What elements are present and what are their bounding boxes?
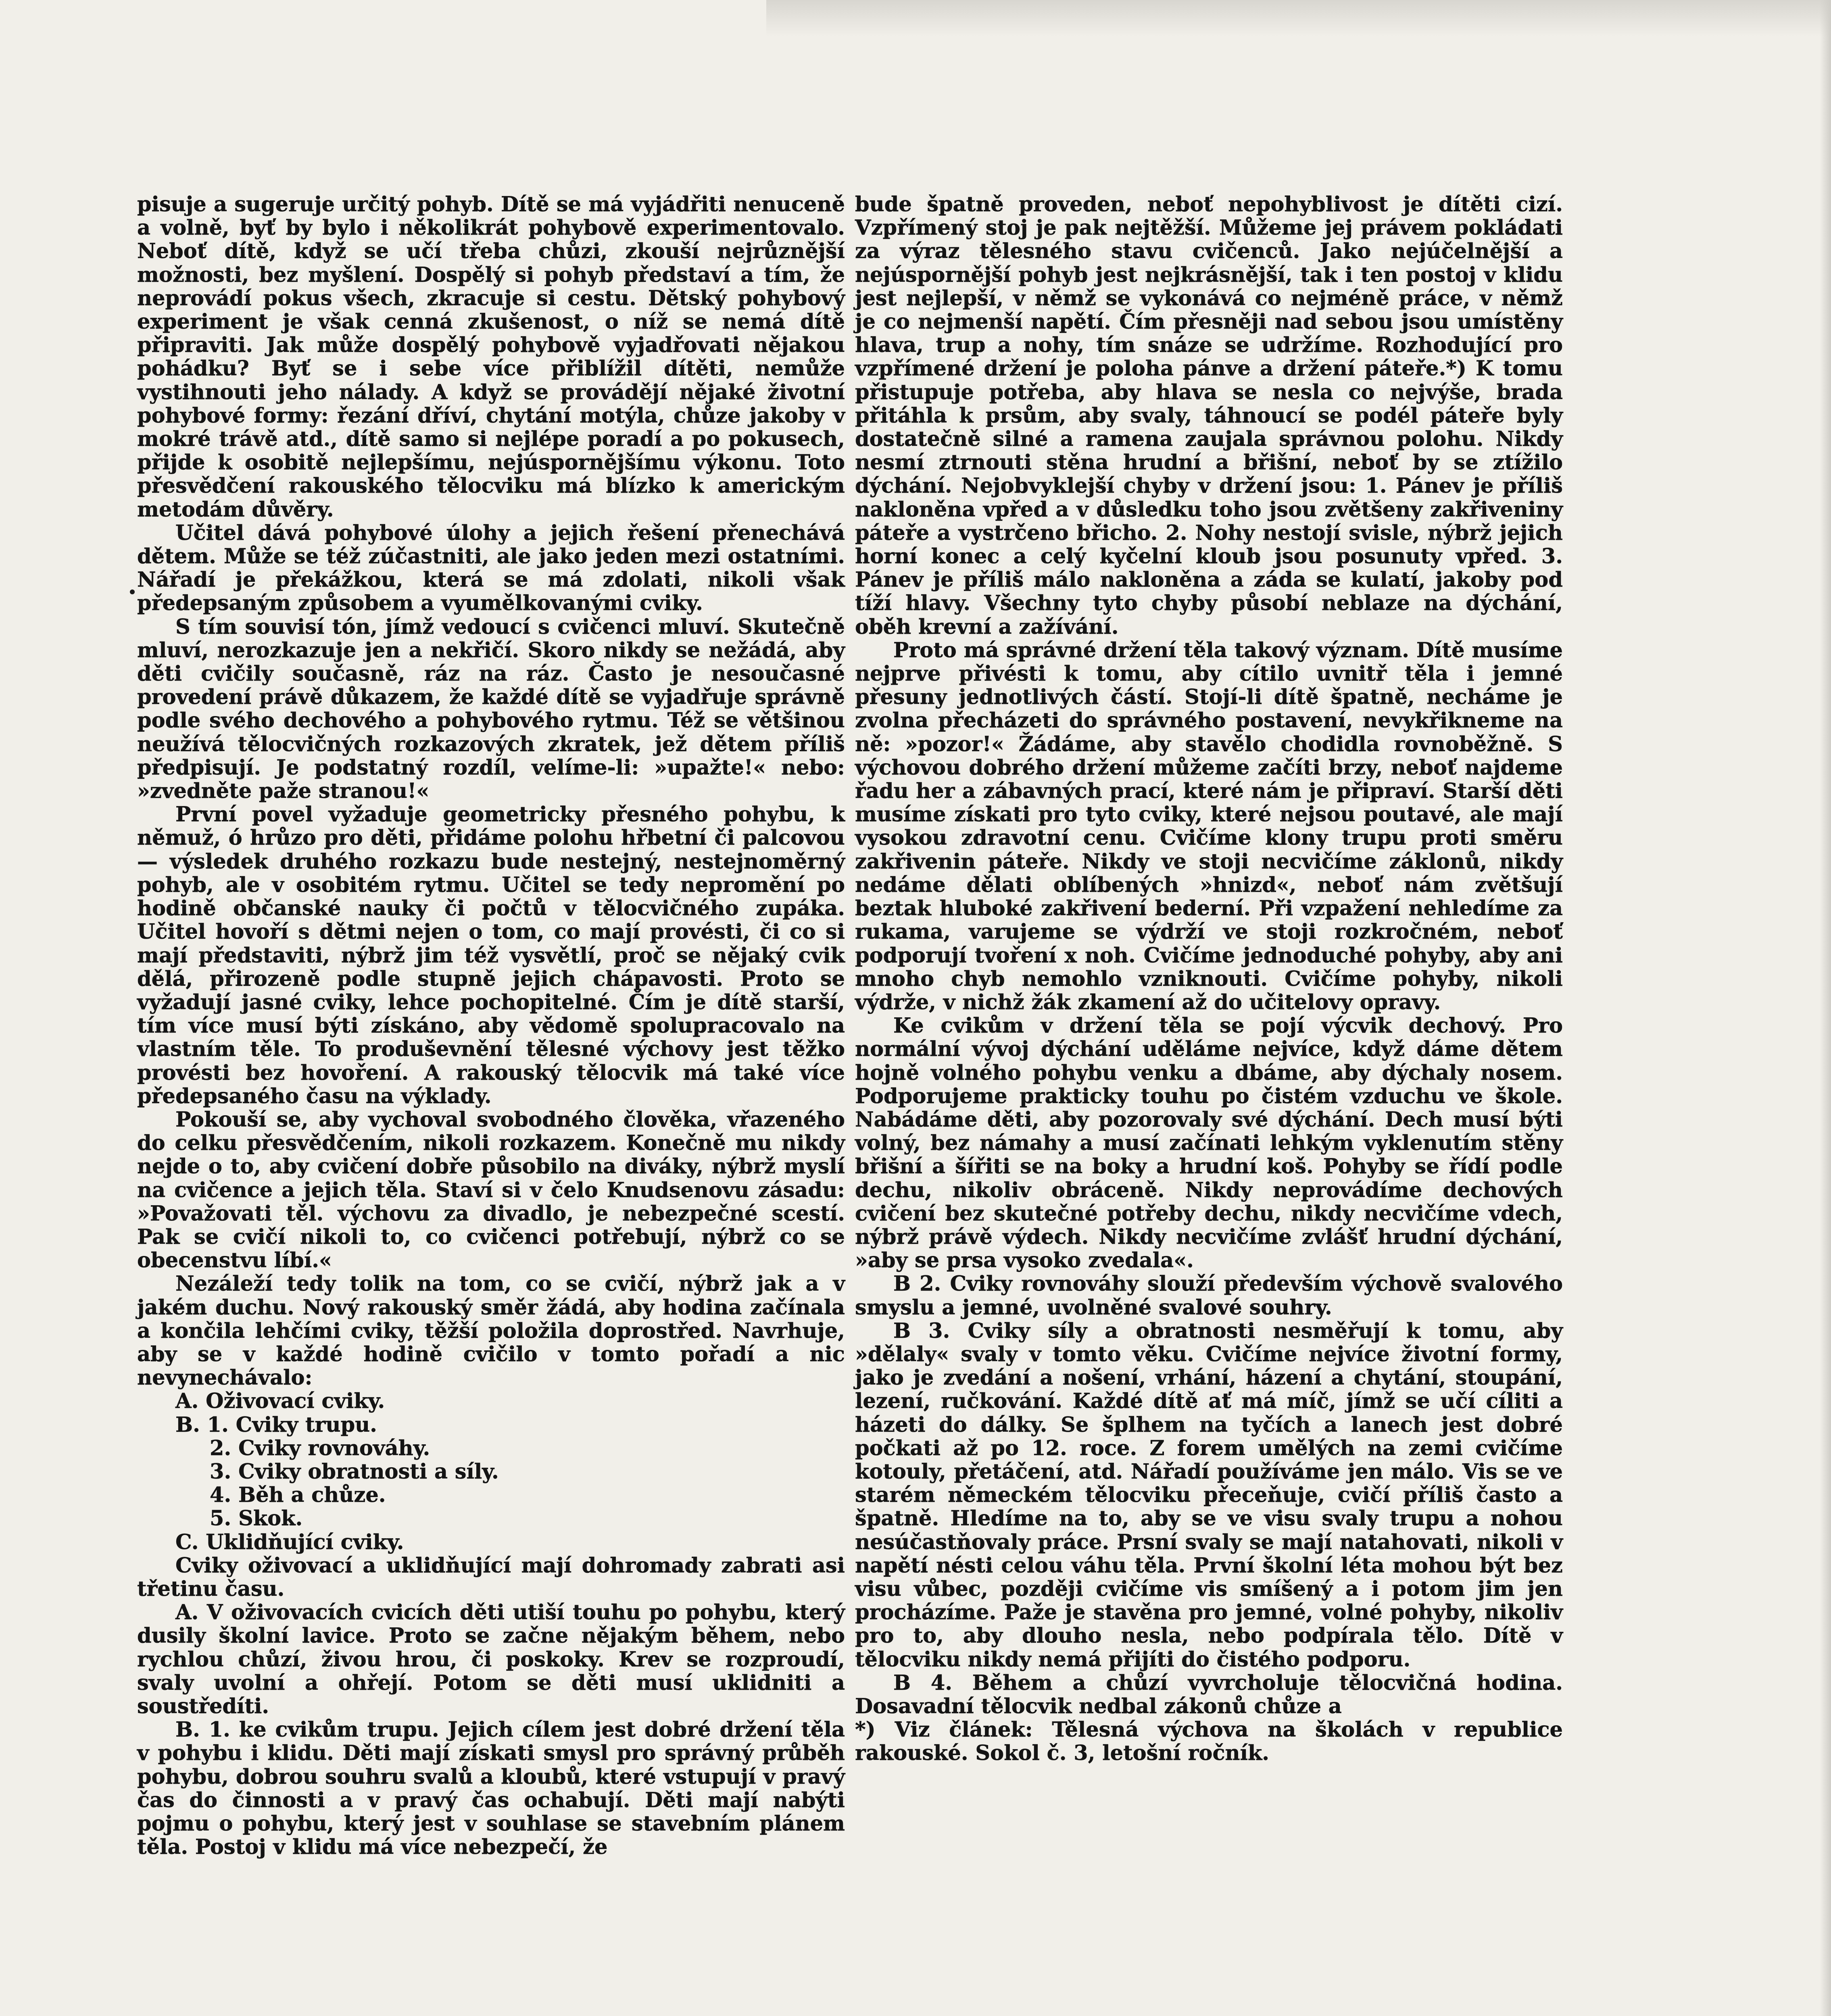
paragraph: Ke cvikům v držení těla se pojí výcvik dechový. Pro normální vývoj dýchání uděláme nejvíce, když dáme dětem hojně volného pohybu venku a dbáme, aby dýchaly nosem. Podporujeme prakticky touhu po čistém vzduchu ve škole. Nabádáme děti, aby pozorovaly své dýchání. Dech musí býti volný, bez námahy a musí začínati lehkým vyklenutím stěny břišní a šířiti se na boky a hrudní koš. Pohyby se řídí podle dechu, nikoliv obráceně. Nikdy neprovádíme dechových cvičení bez skutečné potřeby dechu, nikdy necvičíme vdech, nýbrž právě výdech. Nikdy necvičíme zvlášť hrudní dýchání, »aby se prsa vysoko zvedala«. — [855, 1014, 1563, 1273]
paragraph: Učitel dává pohybové úlohy a jejich řešení přenechává dětem. Může se též zúčastniti, ale jako jeden mezi ostatními. Nářadí je překážkou, která se má zdolati, nikoli však předepsaným způsobem a vyumělkovanými cviky. — [137, 521, 845, 616]
paragraph: B. 1. ke cvikům trupu. Jejich cílem jest dobré držení těla v pohybu i klidu. Děti mají získati smysl pro správný průběh pohybu, dobrou souhru svalů a kloubů, které vstupují v pravý čas do činnosti a v pravý čas ochabují. Děti mají nabýti pojmu o pohybu, který jest v souhlase se stavebním plánem těla. Postoj v klidu má více nebezpečí, že — [137, 1718, 845, 1860]
outline-item: A. Oživovací cviky. — [175, 1389, 385, 1414]
outline-item: C. Uklidňující cviky. — [175, 1530, 404, 1554]
paragraph: Nezáleží tedy tolik na tom, co se cvičí, nýbrž jak a v jakém duchu. Nový rakouský směr žádá, aby hodina začínala a končila lehčími cviky, těžší položila doprostřed. Navrhuje, aby se v každé hodině cvičilo v tomto pořadí a nic nevynechávalo: — [137, 1272, 845, 1390]
right-text-column — [855, 193, 1563, 1765]
scan-speck — [130, 589, 135, 594]
exercise-outline — [137, 1389, 845, 1554]
paragraph: Pokouší se, aby vychoval svobodného člověka, vřazeného do celku přesvědčením, nikoli rozkazem. Konečně mu nikdy nejde o to, aby cvičení dobře působilo na diváky, nýbrž myslí na cvičence a jejich těla. Staví si v čelo Knudsenovu zásadu: »Považovati těl. výchovu za divadlo, je nebezpečné scestí. Pak se cvičí nikoli to, co cvičenci potřebují, nýbrž co se obecenstvu líbí.« — [137, 1107, 845, 1273]
paragraph: A. V oživovacích cvicích děti utiší touhu po pohybu, který dusily školní lavice. Proto se začne nějakým během, nebo rychlou chůzí, živou hrou, či poskoky. Krev se rozproudí, svaly uvolní a ohřejí. Potom se děti musí uklidniti a soustředíti. — [137, 1600, 845, 1718]
outline-item: B. 1. Cviky trupu. — [175, 1412, 377, 1437]
scan-shadow-right — [1820, 0, 1831, 2016]
paragraph: pisuje a sugeruje určitý pohyb. Dítě se má vyjádřiti nenuceně a volně, byť by bylo i několikrát pohybově experimentovalo. Neboť dítě, když se učí třeba chůzi, zkouší nejrůznější možnosti, bez myšlení. Dospělý si pohyb představí a tím, že neprovádí pokus všech, zkracuje si cestu. Dětský pohybový experiment je však cenná zkušenost, o níž se nemá dítě připraviti. Jak může dospělý pohybově vyjadřovati nějakou pohádku? Byť se i sebe více přiblížil dítěti, nemůže vystihnouti jeho nálady. A když se provádějí nějaké životní pohybové formy: řezání dříví, chytání motýla, chůze jakoby v mokré trávě atd., dítě samo si nejlépe poradí a po pokusech, přijde k osobitě nejlepšímu, nejúspornějšímu výkonu. Toto přesvědčení rakouského tělocviku má blízko k americkým metodám důvěry. — [137, 192, 845, 522]
outline-item: 5. Skok. — [210, 1506, 303, 1531]
paragraph: B 4. Během a chůzí vyvrcholuje tělocvičná hodina. Dosavadní tělocvik nedbal zákonů chůze a — [855, 1670, 1563, 1718]
left-text-column — [137, 193, 845, 1859]
outline-item: 2. Cviky rovnováhy. — [210, 1436, 430, 1460]
paragraph: bude špatně proveden, neboť nepohyblivost je dítěti cizí. Vzpřímený stoj je pak nejtěžší. Můžeme jej právem pokládati za výraz tělesného stavu cvičenců. Jako nejúčelnější a nejúspornější pohyb jest nejkrásnější, tak i ten postoj v klidu jest nejlepší, v němž se vykonává co nejméně práce, v němž je co nejmenší napětí. Čím přesněji nad sebou jsou umístěny hlava, trup a nohy, tím snáze se udržíme. Rozhodující pro vzpřímené držení je poloha pánve a držení páteře.*) K tomu přistupuje potřeba, aby hlava se nesla co nejvýše, brada přitáhla k prsům, aby svaly, táhnoucí se podél páteře byly dostatečně silné a ramena zaujala správnou polohu. Nikdy nesmí ztrnouti stěna hrudní a břišní, neboť by se ztížilo dýchání. Nejobvyklejší chyby v držení jsou: 1. Pánev je příliš nakloněna vpřed a v důsledku toho jsou zvětšeny zakřiveniny páteře a vystrčeno břicho. 2. Nohy nestojí svisle, nýbrž jejich horní konec a celý kyčelní kloub jsou posunuty vpřed. 3. Pánev je příliš málo nakloněna a záda se kulatí, jakoby pod tíží hlavy. Všechny tyto chyby působí neblaze na dýchání, oběh krevní a zažívání. — [855, 192, 1563, 639]
paragraph: První povel vyžaduje geometricky přesného pohybu, k němuž, ó hrůzo pro děti, přidáme polohu hřbetní či palcovou — výsledek druhého rozkazu bude nestejný, nestejnoměrný pohyb, ale v osobitém rytmu. Učitel se tedy nepromění po hodině občanské nauky či počtů v tělocvičného zupáka. Učitel hovoří s dětmi nejen o tom, co mají provésti, či co si mají představiti, nýbrž jim též vysvětlí, proč se nějaký cvik dělá, přirozeně podle stupně jejich chápavosti. Proto se vyžadují jasné cviky, lehce pochopitelné. Čím je dítě starší, tím více musí býti získáno, aby vědomě spolupracovalo na vlastním těle. To produševnění tělesné výchovy jest těžko provésti bez hovoření. A rakouský tělocvik má také více předepsaného času na výklady. — [137, 802, 845, 1108]
footnote: *) Viz článek: Tělesná výchova na školách v republice rakouské. Sokol č. 3, letošní ročník. — [855, 1718, 1563, 1766]
outline-item: 4. Běh a chůze. — [210, 1483, 386, 1508]
paragraph: Proto má správné držení těla takový význam. Dítě musíme nejprve přivésti k tomu, aby cítilo uvnitř těla i jemné přesuny jednotlivých částí. Stojí-li dítě špatně, necháme je zvolna přecházeti do správného postavení, nevykřikneme na ně: »pozor!« Žádáme, aby stavělo chodidla rovnoběžně. S výchovou dobrého držení můžeme začíti brzy, neboť najdeme řadu her a zábavných prací, které nám je připraví. Starší děti musíme získati pro tyto cviky, které nejsou poutavé, ale mají vysokou zdravotní cenu. Cvičíme klony trupu proti směru zakřivenin páteře. Nikdy ve stoji necvičíme záklonů, nikdy nedáme dělati oblíbených »hnizd«, neboť nám zvětšují beztak hluboké zakřivení bederní. Při vzpažení nehledíme za rukama, varujeme se výdrží ve stoji rozkročném, neboť podporují tvoření x noh. Cvičíme jednoduché pohyby, aby ani mnoho chyb nemohlo vzniknouti. Cvičíme pohyby, nikoli výdrže, v nichž žák zkamení až do učitelovy opravy. — [855, 638, 1563, 1014]
paragraph: Cviky oživovací a uklidňující mají dohromady zabrati asi třetinu času. — [137, 1553, 845, 1601]
scan-shadow-top — [766, 0, 1831, 36]
outline-item: 3. Cviky obratnosti a síly. — [210, 1459, 499, 1484]
paragraph: B 3. Cviky síly a obratnosti nesměřují k tomu, aby »dělaly« svaly v tomto věku. Cvičíme nejvíce životní formy, jako je zvedání a nošení, vrhání, házení a chytání, stoupání, lezení, ručkování. Každé dítě ať má míč, jímž se učí cíliti a házeti do dálky. Se šplhem na tyčích a lanech jest dobré počkati až po 12. roce. Z forem umělých na zemi cvičíme kotouly, přetáčení, atd. Nářadí používáme jen málo. Vis se ve starém německém tělocviku přeceňuje, cvičí příliš často a špatně. Hledíme na to, aby se ve visu svaly trupu a nohou nesúčastňovaly práce. Prsní svaly se mají natahovati, nikoli v napětí nésti celou váhu těla. První školní léta mohou být bez visu vůbec, později cvičíme vis smíšený a i potom jim jen procházíme. Paže je stavěna pro jemné, volné pohyby, nikoliv pro to, aby dlouho nesla, nebo podpírala tělo. Dítě v tělocviku nikdy nemá přijíti do čistého podporu. — [855, 1318, 1563, 1672]
paragraph: S tím souvisí tón, jímž vedoucí s cvičenci mluví. Skutečně mluví, nerozkazuje jen a nekřičí. Skoro nikdy se nežádá, aby děti cvičily současně, ráz na ráz. Často je nesoučasné provedení právě důkazem, že každé dítě se vyjadřuje správně podle svého dechového a pohybového rytmu. Též se většinou neužívá tělocvičných rozkazových zkratek, jež dětem příliš předpisují. Je podstatný rozdíl, velíme-li: »upažte!« nebo: »zvedněte paže stranou!« — [137, 614, 845, 804]
paragraph: B 2. Cviky rovnováhy slouží především výchově svalového smyslu a jemné, uvolněné svalové souhry. — [855, 1272, 1563, 1320]
